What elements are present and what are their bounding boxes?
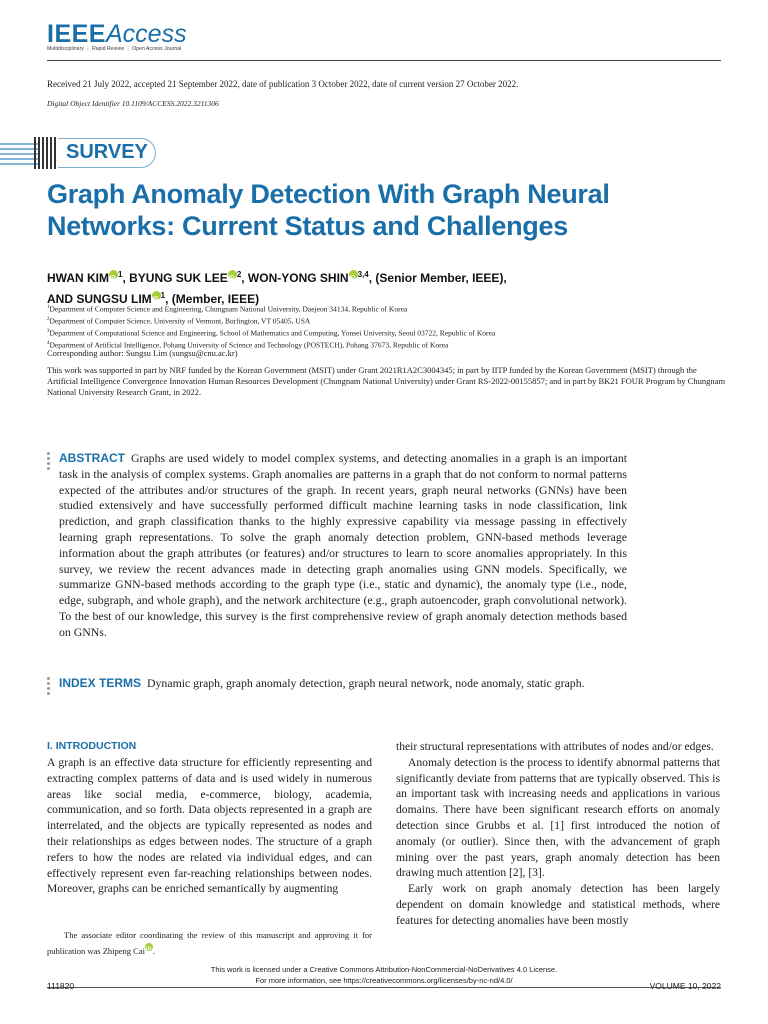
received-dates: Received 21 July 2022, accepted 21 September 2022, date of publication 3 October 2022, date of current version 27 October 2022. <box>47 79 519 89</box>
abstract-dots-icon <box>47 452 50 472</box>
abstract-keyword: ABSTRACT <box>59 451 125 465</box>
affiliation-item <box>47 327 727 339</box>
abstract-text: Graphs are used widely to model complex systems, and detecting anomalies in a graph is an important task in the analysis of complex systems. Graph anomalies are patterns in a graph that do not conform to normal patterns expected of the attributes and/or structures of the graph. In recent years, graph neural networks (GNNs) have been studied extensively and have successfully performed difficult machine learning tasks in node classification, link prediction, and graph classification thanks to the highly expressive capability via message passing in effectively learning graph representations. To solve the graph anomaly detection problem, GNN-based methods leverage information about the graph attributes (or features) and/or structures to learn to score anomalies appropriately. In this survey, we review the recent advances made in detecting graph anomalies using GNN models. Specifically, we summarize GNN-based methods according to the graph type (i.e., static and dynamic), the anomaly type (i.e., node, edge, subgraph, and whole graph), and the network architecture (e.g., graph autoencoder, graph convolutional network). To the best of our knowledge, this survey is the first comprehensive review of graph anomaly detection methods based on GNNs. <box>59 451 627 639</box>
license-link[interactable]: For more information, see https://creativecommons.org/licenses/by-nc-nd/4.0/ <box>255 976 513 985</box>
orcid-icon[interactable] <box>349 270 358 279</box>
author-affil-sup: 3,4 <box>357 270 369 279</box>
paper-title: Graph Anomaly Detection With Graph Neural Networks: Current Status and Challenges <box>47 179 610 241</box>
index-terms-keyword: INDEX TERMS <box>59 676 142 690</box>
affiliation-text: Department of Computer Science and Engineering, Chungnam National University, Daejeon 34134, Republic of Korea <box>49 304 408 314</box>
affiliation-number: 2 <box>47 317 50 322</box>
section-heading-introduction: I. INTRODUCTION <box>47 740 137 752</box>
affiliation-number: 4 <box>47 341 50 346</box>
footnote-end: . <box>152 946 156 956</box>
header-divider <box>47 60 721 61</box>
affiliation-item <box>47 303 727 315</box>
footer-divider <box>47 987 721 988</box>
corresponding-author: Corresponding author: Sungsu Lim (sungsu@cnu.ac.kr) <box>47 348 238 358</box>
intro-left-column: A graph is an effective data structure for efficiently representing and extracting complex patterns of data and is used widely in numerous areas like social media, e-commerce, biology, academia, communication, and so forth. Data objects represented in a graph are interrelated, and the objects are typically represented as nodes and their relationships as edges between nodes. The structure of a graph refers to how the nodes are related via individual edges, and can effectively represent even far-reaching relationships between nodes. Moreover, graphs can be enriched semantically by augmenting <box>47 756 372 896</box>
author-name: HWAN KIM <box>47 271 109 285</box>
orcid-icon[interactable] <box>228 270 237 279</box>
logo-ieee: IEEE <box>47 20 106 48</box>
author-list <box>47 266 727 308</box>
index-terms-text: Dynamic graph, graph anomaly detection, graph neural network, node anomaly, static graph. <box>147 676 585 690</box>
survey-label-box <box>58 138 156 168</box>
affiliation-number: 3 <box>47 329 50 334</box>
survey-label: SURVEY <box>66 141 148 163</box>
survey-banner <box>0 137 160 169</box>
author-name: , WON-YONG SHIN <box>241 271 349 285</box>
logo-access: Access <box>105 20 187 48</box>
intro-right-column <box>396 739 720 929</box>
orcid-icon[interactable] <box>109 270 118 279</box>
author-affil-sup: 1 <box>160 291 166 300</box>
author-role: , (Member, IEEE) <box>165 292 260 306</box>
license-line: This work is licensed under a Creative Commons Attribution-NonCommercial-NoDerivatives 4.0 License. <box>210 965 558 974</box>
author-affil-sup: 2 <box>236 270 242 279</box>
author-name: , BYUNG SUK LEE <box>122 271 228 285</box>
index-terms-dots-icon <box>47 677 50 697</box>
page-number: 111820 <box>47 981 75 991</box>
intro-paragraph: Anomaly detection is the process to identify abnormal patterns that significantly deviate from patterns that are typically observed. This is an important task with increasing needs and applications in various domains. There have been significant research efforts on anomaly detection since Grubbs et al. [1] first introduced the notion of anomaly (or outlier). Since then, with the advancement of graph mining over the past years, graph anomaly detection has been drawing much attention [2], [3]. <box>396 755 720 880</box>
doi-line: Digital Object Identifier 10.1109/ACCESS.2022.3211306 <box>47 99 219 108</box>
affiliation-number: 1 <box>47 305 50 310</box>
abstract <box>59 451 627 641</box>
index-terms <box>59 676 627 692</box>
affiliation-item <box>47 315 727 327</box>
orcid-icon[interactable] <box>145 943 153 951</box>
journal-logo <box>47 20 187 49</box>
affiliation-text: Department of Computational Science and Engineering, School of Mathematics and Computing, Yonsei University, Seoul 03722, Republic of Korea <box>49 328 496 338</box>
author-name: AND SUNGSU LIM <box>47 292 152 306</box>
editor-footnote <box>47 928 372 959</box>
affiliations <box>47 303 727 351</box>
footnote-text: The associate editor coordinating the review of this manuscript and approving it for publication was Zhipeng Cai <box>47 930 372 956</box>
journal-tagline: Multidisciplinary ⋮ Rapid Review ⋮ Open Access Journal <box>47 46 182 52</box>
author-role: , (Senior Member, IEEE), <box>368 271 507 285</box>
affiliation-text: Department of Computer Science, University of Vermont, Burlington, VT 05405, USA <box>49 316 311 326</box>
orcid-icon[interactable] <box>152 291 161 300</box>
affiliation-text: Department of Artificial Intelligence, Pohang University of Science and Technology (POSTECH), Pohang 37673, Republic of Korea <box>49 340 449 350</box>
author-affil-sup: 1 <box>118 270 123 279</box>
intro-paragraph: their structural representations with attributes of nodes and/or edges. <box>396 740 714 753</box>
intro-paragraph: Early work on graph anomaly detection has been largely dependent on domain knowledge and statistical methods, where features for detecting anomalies have been mostly <box>396 882 720 927</box>
funding-statement: This work was supported in part by NRF funded by the Korean Government (MSIT) under Grant 2021R1A2C3004345; in part by IITP funded by the Korean Government (MSIT) through the Artificial Intelligence Convergence Innovation Human Resources Development (Chungnam National University) under Grant RS-2022-00155857; and in part by BK21 FOUR Program by Chungnam National University Research Grant, in 2022. <box>47 365 726 398</box>
volume-label: VOLUME 10, 2022 <box>649 981 721 991</box>
